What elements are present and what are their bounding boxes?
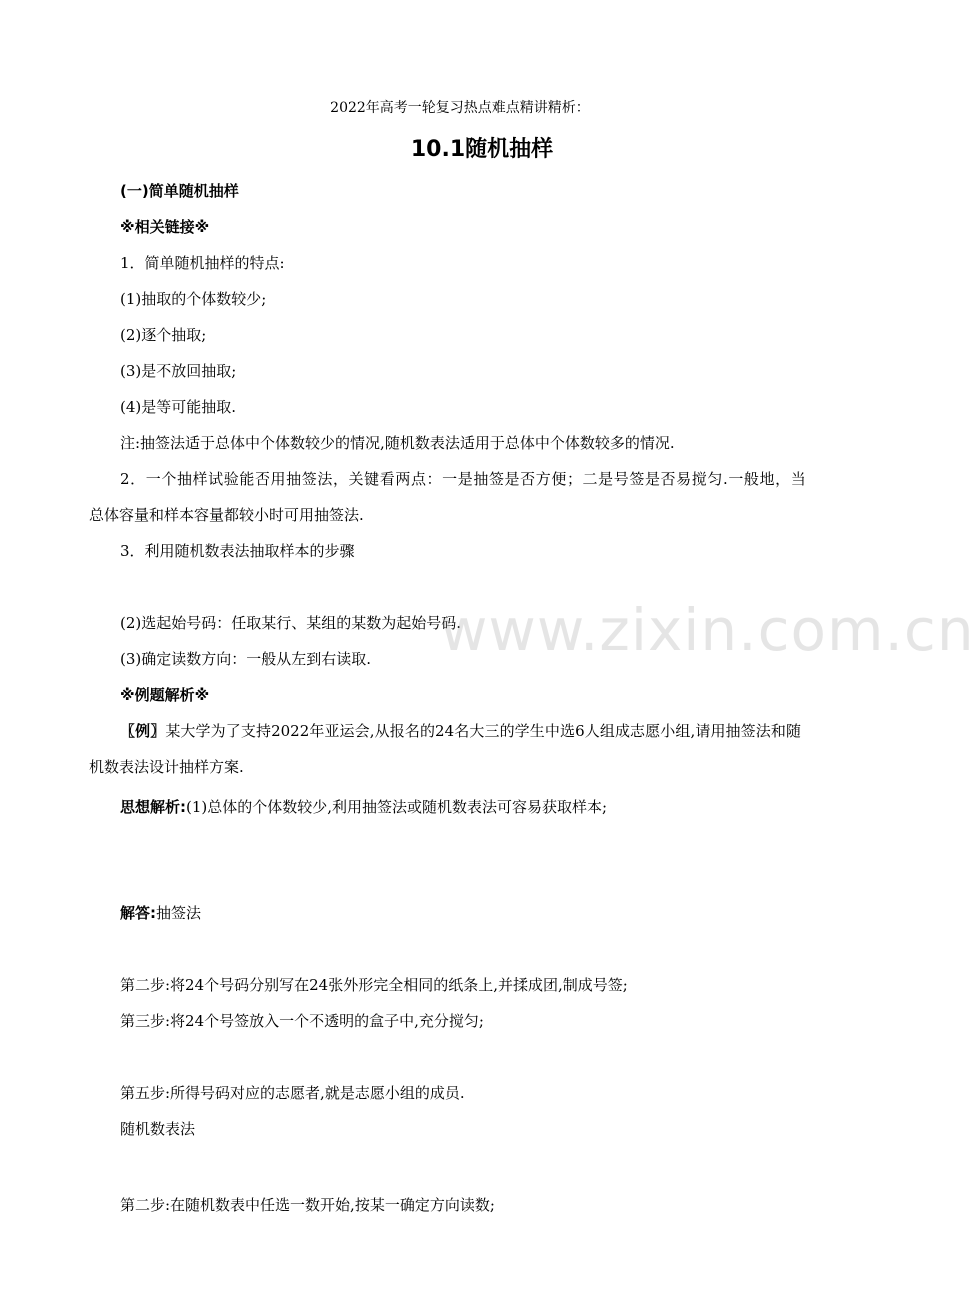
method-heading: 随机数表法 <box>120 1120 196 1138</box>
analysis-text: (1)总体的个体数较少,利用抽签法或随机数表法可容易获取样本; <box>186 798 608 816</box>
point2-line1: 2．一个抽样试验能否用抽签法，关键看两点：一是抽签是否方便；二是号签是否易搅匀.一般地，当 <box>120 470 807 488</box>
step-item: 第三步:将24个号签放入一个不透明的盒子中,充分搅匀; <box>120 1012 484 1030</box>
step-item: 第二步:在随机数表中任选一数开始,按某一确定方向读数; <box>120 1196 495 1214</box>
list-item: 1．简单随机抽样的特点: <box>120 254 285 272</box>
analysis-paragraph <box>120 797 607 817</box>
analysis-label: 思想解析: <box>120 798 186 816</box>
list-item: (2)逐个抽取; <box>120 326 207 344</box>
watermark: www.zixin.com.cn <box>440 596 975 664</box>
list-item: (4)是等可能抽取. <box>120 398 237 416</box>
example-heading: ※例题解析※ <box>120 686 210 704</box>
example-paragraph <box>89 713 801 785</box>
example-label: 〖例〗 <box>120 722 166 740</box>
point2-line2: 总体容量和样本容量都较小时可用抽签法. <box>89 506 364 524</box>
point3-paragraph: 3．利用随机数表法抽取样本的步骤 <box>120 542 355 560</box>
answer-label: 解答: <box>120 904 156 922</box>
example-text: 某大学为了支持2022年亚运会,从报名的24名大三的学生中选6人组成志愿小组,请用抽签法和随机数表法设计抽样方案. <box>89 722 801 776</box>
answer-paragraph <box>120 903 201 923</box>
step-item: 第二步:将24个号码分别写在24张外形完全相同的纸条上,并揉成团,制成号签; <box>120 976 628 994</box>
section-heading: (一)简单随机抽样 <box>120 182 239 200</box>
page-title: 10.1随机抽样 <box>410 137 554 162</box>
step-item: (2)选起始号码：任取某行、某组的某数为起始号码. <box>120 614 462 632</box>
note-paragraph: 注:抽签法适于总体中个体数较少的情况,随机数表法适用于总体中个体数较多的情况. <box>120 434 675 452</box>
page-subtitle: 2022年高考一轮复习热点难点精讲精析： <box>330 100 590 116</box>
related-links-heading: ※相关链接※ <box>120 218 210 236</box>
answer-text: 抽签法 <box>156 904 202 922</box>
step-item: (3)确定读数方向：一般从左到右读取. <box>120 650 372 668</box>
list-item: (3)是不放回抽取; <box>120 362 237 380</box>
list-item: (1)抽取的个体数较少; <box>120 290 267 308</box>
step-item: 第五步:所得号码对应的志愿者,就是志愿小组的成员. <box>120 1084 465 1102</box>
